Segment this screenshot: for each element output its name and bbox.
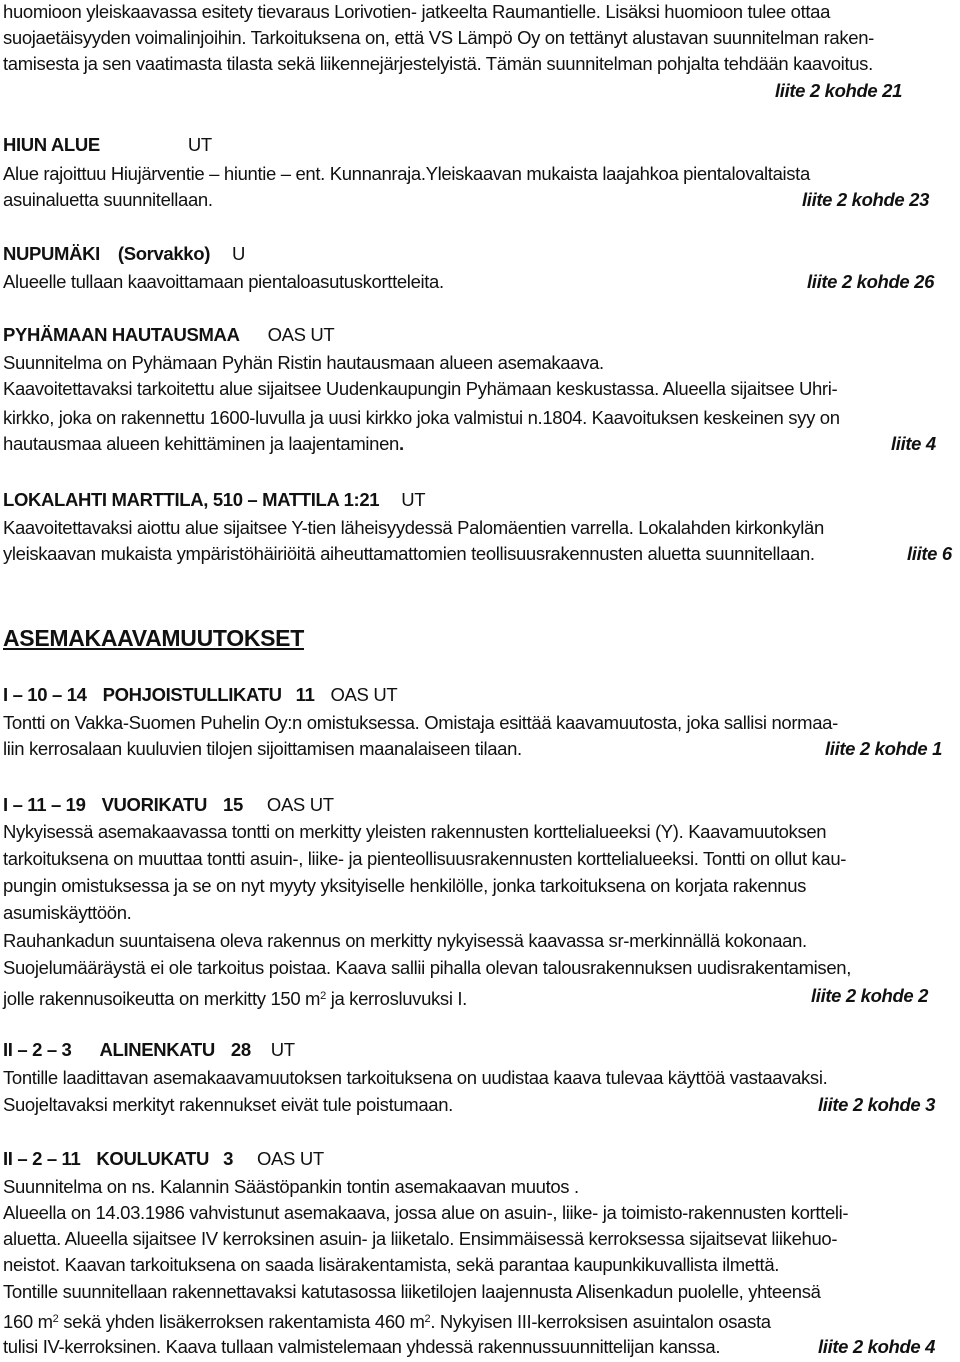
intro-reference: liite 2 kohde 21 xyxy=(775,80,903,101)
intro-line-1: huomioon yleiskaavassa esitety tievaraus Lorivotien- jatkeelta Raumantielle. Lisäksi huomioon tulee ottaa xyxy=(3,1,831,22)
alinenkatu-number: 28 xyxy=(230,1039,251,1060)
hiun-line-2: asuinaluetta suunnitellaan. xyxy=(3,189,213,210)
vuorikatu-line-7 xyxy=(3,984,467,1008)
vuorikatu-heading xyxy=(3,793,334,817)
koulukatu-heading xyxy=(3,1147,324,1171)
lokalahti-title: LOKALAHTI MARTTILA, 510 – MATTILA 1:21 xyxy=(3,489,380,510)
koulukatu-reference: liite 2 kohde 4 xyxy=(818,1336,936,1357)
nupumaki-line-1: Alueelle tullaan kaavoittamaan pientaloasutuskortteleita. xyxy=(3,271,444,292)
lokalahti-line-2: yleiskaavan mukaista ympäristöhäiriöitä aiheuttamattomien teollisuusrakennusten aluetta suunnitellaan. xyxy=(3,543,815,564)
pyhamaa-reference: liite 4 xyxy=(891,433,936,454)
alinenkatu-line-1: Tontille laadittavan asemakaavamuutoksen tarkoituksena on uudistaa kaava tulevaa käyttöä vastaavaksi. xyxy=(3,1067,828,1088)
pohjoistullikatu-number: 11 xyxy=(295,684,315,705)
hiun-reference: liite 2 kohde 23 xyxy=(802,189,930,210)
lokalahti-heading xyxy=(3,488,425,512)
pyhamaa-line-4-text: hautausmaa alueen kehittäminen ja laajentaminen xyxy=(3,433,399,454)
koulukatu-line-3: aluetta. Alueella sijaitsee IV kerroksinen asuin- ja liiketalo. Ensimmäisessä kerroksessa sijaitsevat liikehuo- xyxy=(3,1228,838,1249)
koulukatu-line-6 xyxy=(3,1307,771,1331)
hiun-title: HIUN ALUE xyxy=(3,134,100,155)
vuorikatu-line-1: Nykyisessä asemakaavassa tontti on merkitty yleisten rakennusten korttelialueeksi (Y). Kaavamuutoksen xyxy=(3,821,827,842)
alinenkatu-heading xyxy=(3,1038,295,1062)
nupumaki-code: U xyxy=(232,243,246,264)
hiun-code: UT xyxy=(187,134,212,155)
koulukatu-line-4: neistot. Kaavan tarkoituksena on saada lisärakentamista, sekä parantaa kaupunkikuvallista ilmettä. xyxy=(3,1254,780,1275)
pyhamaa-line-1: Suunnitelma on Pyhämaan Pyhän Ristin hautausmaan alueen asemakaava. xyxy=(3,352,604,373)
vuorikatu-line-7b: ja kerrosluvuksi I. xyxy=(325,988,467,1009)
vuorikatu-line-7-superscript: 2 xyxy=(320,990,326,1002)
koulukatu-line-6-superscript-2: 2 xyxy=(424,1313,431,1325)
koulukatu-line-7: tulisi IV-kerroksinen. Kaava tullaan valmistelemaan yhdessä rakennussuunnittelijan kanssa. xyxy=(3,1336,721,1357)
vuorikatu-line-3: pungin omistuksessa ja se on nyt myyty yksityiselle henkilölle, jonka tarkoituksena on korjata rakennus xyxy=(3,875,807,896)
nupumaki-title: NUPUMÄKI xyxy=(3,243,100,264)
vuorikatu-prefix: I – 11 – 19 xyxy=(3,794,86,815)
pohjoistullikatu-title: POHJOISTULLIKATU xyxy=(102,684,282,705)
alinenkatu-prefix: II – 2 – 3 xyxy=(3,1039,72,1060)
koulukatu-line-6a: 160 m xyxy=(3,1311,53,1332)
alinenkatu-line-2: Suojeltavaksi merkityt rakennukset eivät tule poistumaan. xyxy=(3,1094,453,1115)
pohjoistullikatu-line-1: Tontti on Vakka-Suomen Puhelin Oy:n omistuksessa. Omistaja esittää kaavamuutosta, joka sallisi normaa- xyxy=(3,712,838,733)
pohjoistullikatu-reference: liite 2 kohde 1 xyxy=(825,738,943,759)
vuorikatu-reference: liite 2 kohde 2 xyxy=(811,985,929,1006)
koulukatu-prefix: II – 2 – 11 xyxy=(3,1148,81,1169)
vuorikatu-number: 15 xyxy=(223,794,243,815)
vuorikatu-line-2: tarkoituksena on muuttaa tontti asuin-, liike- ja pienteollisuusrakennusten korttelialueeksi. Tontti on ollut kau- xyxy=(3,848,847,869)
pohjoistullikatu-heading xyxy=(3,683,397,707)
intro-line-3: tamisesta ja sen vaatimasta tilasta sekä liikennejärjestelyistä. Tämän suunnitelman pohjalta tehdään kaavoitus. xyxy=(3,53,873,74)
alinenkatu-codes: UT xyxy=(270,1039,295,1060)
pyhamaa-line-2: Kaavoitettavaksi tarkoitettu alue sijaitsee Uudenkaupungin Pyhämaan keskustassa. Alueella sijaitsee Uhri- xyxy=(3,378,838,399)
vuorikatu-line-6: Suojelumääräystä ei ole tarkoitus poistaa. Kaava sallii pihalla olevan talousrakennuksen uudisrakentamisen, xyxy=(3,957,851,978)
vuorikatu-line-4: asumiskäyttöön. xyxy=(3,902,132,923)
koulukatu-line-6c: . Nykyisen III-kerroksisen asuintalon osasta xyxy=(430,1311,771,1332)
pyhamaa-heading xyxy=(3,323,334,347)
vuorikatu-codes: OAS UT xyxy=(266,794,334,815)
intro-line-2: suojaetäisyyden voimalinjoihin. Tarkoituksena on, että VS Lämpö Oy on tettänyt alustavan suunnitelman raken- xyxy=(3,27,874,48)
pyhamaa-line-4-dot: . xyxy=(398,433,404,454)
pyhamaa-line-4 xyxy=(3,432,404,456)
vuorikatu-title: VUORIKATU xyxy=(101,794,208,815)
alinenkatu-reference: liite 2 kohde 3 xyxy=(818,1094,936,1115)
hiun-line-1: Alue rajoittuu Hiujärventie – hiuntie – ent. Kunnanraja.Yleiskaavan mukaista laajahkoa pientalovaltaista xyxy=(3,163,810,184)
vuorikatu-line-7a: jolle rakennusoikeutta on merkitty 150 m xyxy=(3,988,321,1009)
koulukatu-line-1: Suunnitelma on ns. Kalannin Säästöpankin tontin asemakaavan muutos . xyxy=(3,1176,579,1197)
pyhamaa-line-3: kirkko, joka on rakennettu 1600-luvulla ja uusi kirkko joka valmistui n.1804. Kaavoituksen keskeinen syy on xyxy=(3,407,840,428)
nupumaki-reference: liite 2 kohde 26 xyxy=(807,271,935,292)
lokalahti-code: UT xyxy=(401,489,426,510)
koulukatu-line-5: Tontille suunnitellaan rakennettavaksi katutasossa liiketilojen laajennusta Alisenkadun puolelle, yhteensä xyxy=(3,1281,821,1302)
pohjoistullikatu-codes: OAS UT xyxy=(330,684,398,705)
pyhamaa-title: PYHÄMAAN HAUTAUSMAA xyxy=(3,324,240,345)
vuorikatu-line-5: Rauhankadun suuntaisena oleva rakennus on merkitty nykyisessä kaavassa sr-merkinnällä kokonaan. xyxy=(3,930,807,951)
koulukatu-line-6-superscript-1: 2 xyxy=(52,1313,59,1325)
pyhamaa-codes: OAS UT xyxy=(267,324,335,345)
koulukatu-line-2: Alueella on 14.03.1986 vahvistunut asemakaava, jossa alue on asuin-, liike- ja toimisto-rakennusten kortteli- xyxy=(3,1202,849,1223)
nupumaki-heading xyxy=(3,242,245,266)
lokalahti-reference: liite 6 xyxy=(907,543,952,564)
section-title: ASEMAKAAVAMUUTOKSET xyxy=(3,625,304,651)
koulukatu-title: KOULUKATU xyxy=(96,1148,210,1169)
nupumaki-subtitle: (Sorvakko) xyxy=(117,243,211,264)
pohjoistullikatu-prefix: I – 10 – 14 xyxy=(3,684,87,705)
koulukatu-number: 3 xyxy=(223,1148,234,1169)
lokalahti-line-1: Kaavoitettavaksi aiottu alue sijaitsee Y-tien läheisyydessä Palomäentien varrella. Lokalahden kirkonkylän xyxy=(3,517,824,538)
alinenkatu-title: ALINENKATU xyxy=(99,1039,215,1060)
koulukatu-line-6b: sekä yhden lisäkerroksen rakentamista 460 m xyxy=(58,1311,425,1332)
pohjoistullikatu-line-2: liin kerrosalaan kuuluvien tilojen sijoittamisen maanalaiseen tilaan. xyxy=(3,738,522,759)
koulukatu-codes: OAS UT xyxy=(257,1148,324,1169)
hiun-heading xyxy=(3,133,212,157)
